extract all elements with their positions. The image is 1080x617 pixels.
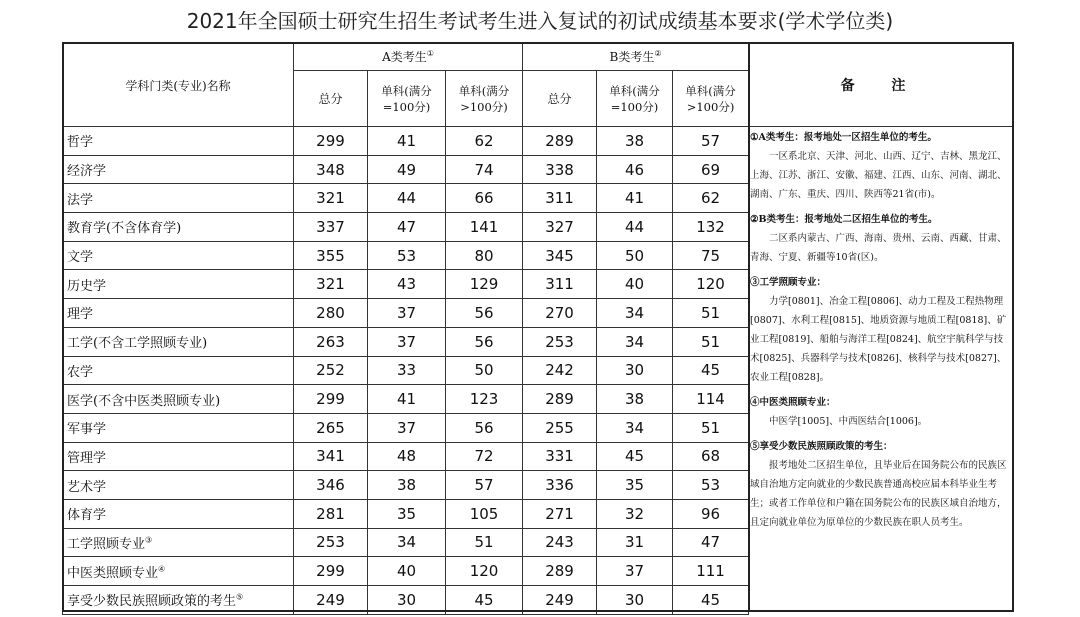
b-single-100-score: 32 bbox=[597, 499, 673, 528]
b-single-over-100-score: 47 bbox=[673, 528, 749, 557]
a-single-100-score: 41 bbox=[368, 385, 446, 414]
a-total-score: 249 bbox=[294, 586, 368, 615]
b-total-score: 289 bbox=[523, 127, 597, 156]
a-total-score: 252 bbox=[294, 356, 368, 385]
a-single-over-100-score: 51 bbox=[446, 528, 523, 557]
subject-name: 管理学 bbox=[63, 442, 294, 471]
b-single-over-100-score: 120 bbox=[673, 270, 749, 299]
a-single-over-100-score: 45 bbox=[446, 586, 523, 615]
subject-name: 中医类照顾专业④ bbox=[63, 557, 294, 586]
group-b-header: B类考生② bbox=[523, 43, 749, 71]
b-single-100-score: 34 bbox=[597, 299, 673, 328]
b-total-score: 327 bbox=[523, 213, 597, 242]
a-total-header: 总分 bbox=[294, 71, 368, 127]
b-total-score: 311 bbox=[523, 270, 597, 299]
b-single-100-score: 30 bbox=[597, 356, 673, 385]
a-total-score: 299 bbox=[294, 127, 368, 156]
b-single-over-100-score: 69 bbox=[673, 155, 749, 184]
b-single-100-score: 35 bbox=[597, 471, 673, 500]
table-frame bbox=[62, 42, 1014, 612]
a-total-score: 263 bbox=[294, 327, 368, 356]
remark-note-text: 二区系内蒙古、广西、海南、贵州、云南、西藏、甘肃、青海、宁夏、新疆等10省(区)。 bbox=[750, 233, 1007, 263]
b-total-score: 289 bbox=[523, 385, 597, 414]
b-single-over-100-score: 111 bbox=[673, 557, 749, 586]
a-single-over-100-score: 74 bbox=[446, 155, 523, 184]
b-single-over-100-score: 45 bbox=[673, 586, 749, 615]
remark-note-text: 中医学[1005]、中西医结合[1006]。 bbox=[769, 416, 928, 427]
subject-name: 军事学 bbox=[63, 413, 294, 442]
a-single-100-score: 53 bbox=[368, 241, 446, 270]
b-single-100-score: 31 bbox=[597, 528, 673, 557]
a-single-over-100-score: 80 bbox=[446, 241, 523, 270]
a-single-100-header: 单科(满分=100分) bbox=[368, 71, 446, 127]
a-single-100-score: 38 bbox=[368, 471, 446, 500]
a-single-over-100-score: 56 bbox=[446, 413, 523, 442]
b-total-header: 总分 bbox=[523, 71, 597, 127]
group-a-header: A类考生① bbox=[294, 43, 523, 71]
b-total-score: 249 bbox=[523, 586, 597, 615]
a-single-over-100-score: 57 bbox=[446, 471, 523, 500]
a-single-over-100-score: 120 bbox=[446, 557, 523, 586]
subject-name: 经济学 bbox=[63, 155, 294, 184]
a-single-100-score: 48 bbox=[368, 442, 446, 471]
b-total-score: 253 bbox=[523, 327, 597, 356]
a-single-over-100-score: 105 bbox=[446, 499, 523, 528]
subject-name: 理学 bbox=[63, 299, 294, 328]
subject-name: 教育学(不含体育学) bbox=[63, 213, 294, 242]
remark-note-text: 一区系北京、天津、河北、山西、辽宁、吉林、黑龙江、上海、江苏、浙江、安徽、福建、江西、山东、河南、湖北、湖南、广东、重庆、四川、陕西等21省(市)。 bbox=[750, 151, 1007, 200]
a-single-100-score: 49 bbox=[368, 155, 446, 184]
remark-note-title: ④中医类照顾专业： bbox=[750, 397, 836, 408]
subject-name: 工学照顾专业③ bbox=[63, 528, 294, 557]
a-single-over-100-score: 62 bbox=[446, 127, 523, 156]
b-single-100-score: 38 bbox=[597, 127, 673, 156]
a-single-100-score: 30 bbox=[368, 586, 446, 615]
subject-name: 艺术学 bbox=[63, 471, 294, 500]
b-single-100-score: 40 bbox=[597, 270, 673, 299]
a-total-score: 321 bbox=[294, 270, 368, 299]
a-single-100-score: 37 bbox=[368, 413, 446, 442]
b-single-over-100-score: 96 bbox=[673, 499, 749, 528]
b-single-over-100-score: 53 bbox=[673, 471, 749, 500]
b-single-100-score: 41 bbox=[597, 184, 673, 213]
remark-note-title: ③工学照顾专业： bbox=[750, 277, 827, 288]
a-total-score: 355 bbox=[294, 241, 368, 270]
b-single-over-100-score: 57 bbox=[673, 127, 749, 156]
b-total-score: 345 bbox=[523, 241, 597, 270]
a-single-over-100-score: 141 bbox=[446, 213, 523, 242]
a-total-score: 337 bbox=[294, 213, 368, 242]
a-total-score: 299 bbox=[294, 557, 368, 586]
a-single-over-100-score: 56 bbox=[446, 299, 523, 328]
b-total-score: 271 bbox=[523, 499, 597, 528]
a-single-over-100-score: 129 bbox=[446, 270, 523, 299]
remark-note-title: ①A类考生：报考地处一区招生单位的考生。 bbox=[750, 132, 937, 143]
subject-name: 医学(不含中医类照顾专业) bbox=[63, 385, 294, 414]
b-single-100-score: 50 bbox=[597, 241, 673, 270]
a-total-score: 299 bbox=[294, 385, 368, 414]
a-single-100-score: 35 bbox=[368, 499, 446, 528]
b-total-score: 311 bbox=[523, 184, 597, 213]
a-single-100-score: 33 bbox=[368, 356, 446, 385]
b-total-score: 255 bbox=[523, 413, 597, 442]
b-total-score: 243 bbox=[523, 528, 597, 557]
a-single-over-100-score: 50 bbox=[446, 356, 523, 385]
b-single-100-score: 44 bbox=[597, 213, 673, 242]
a-single-over-100-score: 56 bbox=[446, 327, 523, 356]
remark-note-title: ②B类考生：报考地处二区招生单位的考生。 bbox=[750, 214, 938, 225]
a-total-score: 341 bbox=[294, 442, 368, 471]
a-total-score: 253 bbox=[294, 528, 368, 557]
b-single-over-100-score: 75 bbox=[673, 241, 749, 270]
a-total-score: 281 bbox=[294, 499, 368, 528]
subject-name: 工学(不含工学照顾专业) bbox=[63, 327, 294, 356]
subject-name: 体育学 bbox=[63, 499, 294, 528]
subject-name: 享受少数民族照顾政策的考生⑤ bbox=[63, 586, 294, 615]
b-total-score: 336 bbox=[523, 471, 597, 500]
b-total-score: 270 bbox=[523, 299, 597, 328]
subject-name: 历史学 bbox=[63, 270, 294, 299]
a-single-100-score: 40 bbox=[368, 557, 446, 586]
a-total-score: 265 bbox=[294, 413, 368, 442]
a-single-100-score: 44 bbox=[368, 184, 446, 213]
b-single-over-100-score: 68 bbox=[673, 442, 749, 471]
remark-note-title: ⑤享受少数民族照顾政策的考生： bbox=[750, 441, 893, 452]
subject-name: 法学 bbox=[63, 184, 294, 213]
remark-note-text: 力学[0801]、冶金工程[0806]、动力工程及工程热物理[0807]、水利工程[0815]、地质资源与地质工程[0818]、矿业工程[0819]、船舶与海洋工程[0824]、航空宇航科学与技术[0825]、兵器科学与技术[0826]、核科学与技术[0827]、农业工程[0828]。 bbox=[750, 296, 1007, 383]
subject-name: 文学 bbox=[63, 241, 294, 270]
a-single-over-100-score: 72 bbox=[446, 442, 523, 471]
a-total-score: 280 bbox=[294, 299, 368, 328]
remarks-header: 备 注 bbox=[750, 44, 1012, 127]
b-total-score: 338 bbox=[523, 155, 597, 184]
subject-name: 哲学 bbox=[63, 127, 294, 156]
a-single-100-score: 37 bbox=[368, 327, 446, 356]
b-single-100-score: 30 bbox=[597, 586, 673, 615]
a-single-over-100-score: 66 bbox=[446, 184, 523, 213]
a-single-100-score: 41 bbox=[368, 127, 446, 156]
b-single-over-100-score: 51 bbox=[673, 299, 749, 328]
b-total-score: 289 bbox=[523, 557, 597, 586]
remark-note-text: 报考地处二区招生单位，且毕业后在国务院公布的民族区域自治地方定向就业的少数民族普通高校应届本科毕业生考生；或者工作单位和户籍在国务院公布的民族区域自治地方，且定向就业单位为原单位的少数民族在职人员考生。 bbox=[750, 460, 1007, 528]
a-single-over-100-score: 123 bbox=[446, 385, 523, 414]
b-total-score: 242 bbox=[523, 356, 597, 385]
b-single-100-score: 34 bbox=[597, 327, 673, 356]
subject-column-header: 学科门类(专业)名称 bbox=[63, 43, 294, 127]
a-single-100-score: 43 bbox=[368, 270, 446, 299]
a-single-100-score: 34 bbox=[368, 528, 446, 557]
a-total-score: 321 bbox=[294, 184, 368, 213]
b-single-100-score: 34 bbox=[597, 413, 673, 442]
page-title: 2021年全国硕士研究生招生考试考生进入复试的初试成绩基本要求(学术学位类) bbox=[186, 9, 894, 33]
b-single-over-100-header: 单科(满分>100分) bbox=[673, 71, 749, 127]
b-single-over-100-score: 132 bbox=[673, 213, 749, 242]
b-single-100-score: 45 bbox=[597, 442, 673, 471]
b-single-over-100-score: 62 bbox=[673, 184, 749, 213]
a-total-score: 348 bbox=[294, 155, 368, 184]
a-single-100-score: 47 bbox=[368, 213, 446, 242]
a-single-100-score: 37 bbox=[368, 299, 446, 328]
b-single-over-100-score: 114 bbox=[673, 385, 749, 414]
b-single-100-score: 37 bbox=[597, 557, 673, 586]
b-single-100-score: 46 bbox=[597, 155, 673, 184]
subject-name: 农学 bbox=[63, 356, 294, 385]
b-single-over-100-score: 45 bbox=[673, 356, 749, 385]
b-single-over-100-score: 51 bbox=[673, 413, 749, 442]
b-single-100-header: 单科(满分=100分) bbox=[597, 71, 673, 127]
b-single-over-100-score: 51 bbox=[673, 327, 749, 356]
b-total-score: 331 bbox=[523, 442, 597, 471]
b-single-100-score: 38 bbox=[597, 385, 673, 414]
a-total-score: 346 bbox=[294, 471, 368, 500]
a-single-over-100-header: 单科(满分>100分) bbox=[446, 71, 523, 127]
